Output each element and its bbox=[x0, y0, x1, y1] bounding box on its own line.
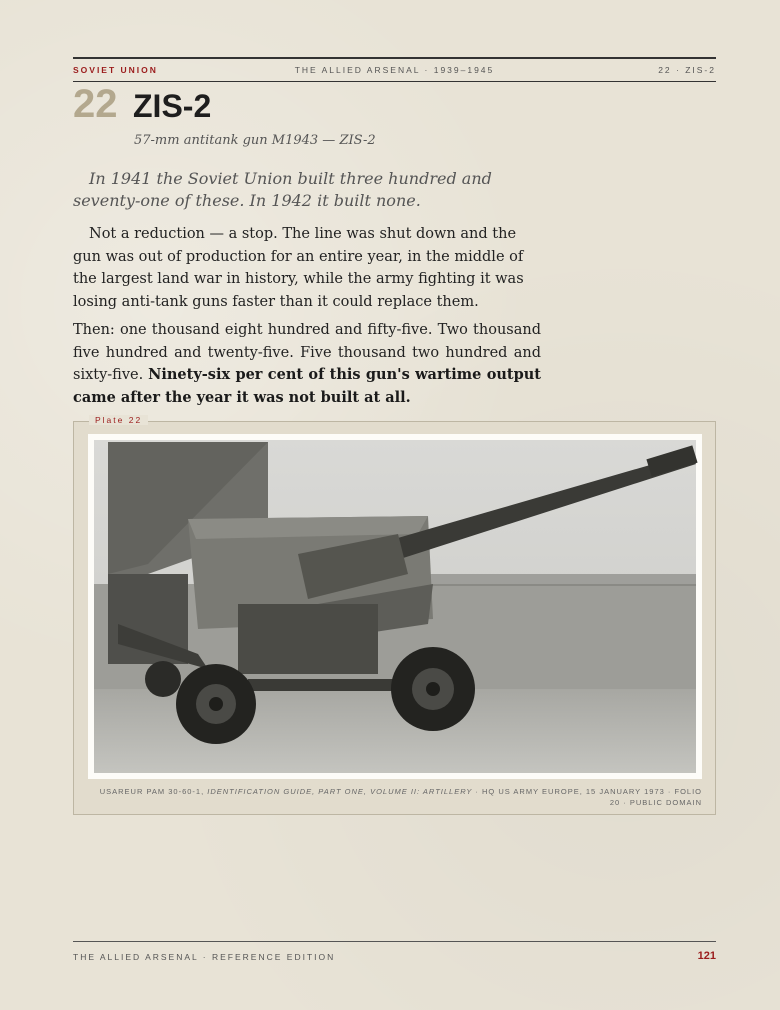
body-paragraph-1: Not a reduction — a stop. The line was shut down and the gun was out of production for an entire year, in the middle of the largest land war in history, while the army fighting it was losing anti-tank guns faster than it could replace them. bbox=[73, 226, 524, 310]
lede-paragraph: In 1941 the Soviet Union built three hundred and seventy-one of these. In 1942 it built none. bbox=[73, 169, 492, 210]
page-footer bbox=[73, 941, 716, 962]
gun-photograph bbox=[88, 434, 702, 779]
footer-title: THE ALLIED ARSENAL · REFERENCE EDITION bbox=[73, 952, 336, 962]
chapter-subtitle: 57-mm antitank gun M1943 — ZIS-2 bbox=[134, 133, 376, 148]
caption-source: USAREUR PAM 30-60-1, bbox=[99, 787, 208, 796]
chapter-title: ZIS-2 bbox=[133, 88, 212, 124]
plate-label: Plate 22 bbox=[89, 415, 148, 425]
entry-label: 22 · ZIS-2 bbox=[658, 65, 716, 75]
plate-caption bbox=[94, 786, 702, 808]
caption-details: · HQ US ARMY EUROPE, 15 JANUARY 1973 · FOLIO 20 · PUBLIC DOMAIN bbox=[472, 787, 702, 807]
paragraph-2-emphasis: Ninety-six per cent of this gun's wartime output came after the year it was not built at all. bbox=[73, 366, 541, 406]
running-header bbox=[73, 57, 716, 82]
zis2-gun-illustration bbox=[88, 434, 702, 779]
page-number: 121 bbox=[697, 950, 716, 962]
body-paragraph-2 bbox=[73, 319, 541, 409]
paragraph-2-text: Then: one thousand eight hundred and fifty-five. Two thousand five hundred and twenty-five. Five thousand two hundred and sixty-five. bbox=[73, 322, 541, 383]
caption-title: IDENTIFICATION GUIDE, PART ONE, VOLUME II: ARTILLERY bbox=[207, 787, 473, 796]
section-label: SOVIET UNION bbox=[73, 65, 158, 75]
book-title: THE ALLIED ARSENAL · 1939–1945 bbox=[294, 65, 495, 75]
plate-figure bbox=[73, 415, 716, 815]
chapter-number: 22 bbox=[73, 82, 118, 126]
